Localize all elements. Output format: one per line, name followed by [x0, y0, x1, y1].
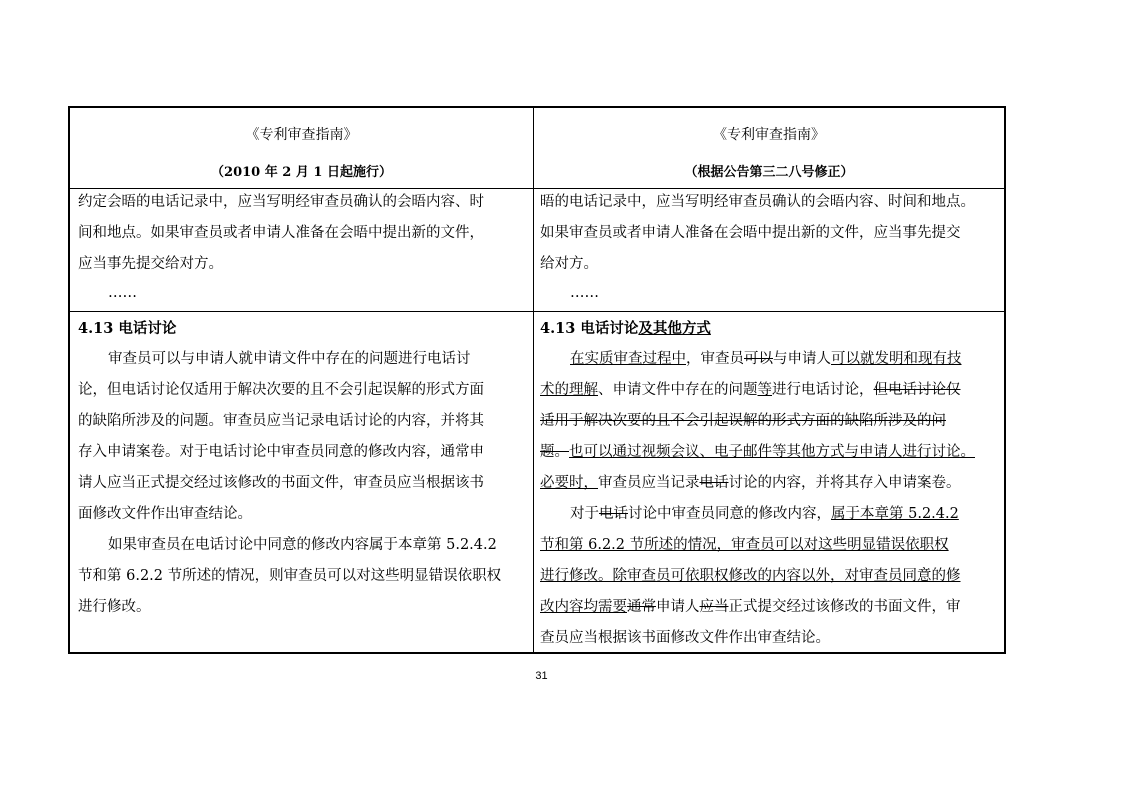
inserted-text: 等 [757, 382, 772, 398]
text-line: 论，但电话讨论仅适用于解决次要的且不会引起误解的形式方面 [78, 382, 484, 398]
inserted-text: 也可以通过视频会议、电子邮件等其他方式与申请人进行讨论。 [569, 444, 975, 460]
text-line: 如果审查员在电话讨论中同意的修改内容属于本章第 5.2.4.2 [108, 537, 497, 553]
text-line [540, 375, 1002, 406]
right-header-title: 《专利审查指南》 [713, 127, 825, 143]
text-run: 讨论的内容，并将其存入申请案卷。 [728, 475, 961, 491]
text-line: 间和地点。如果审查员或者申请人准备在会晤中提出新的文件， [78, 225, 484, 241]
inserted-text: 必要时， [540, 475, 598, 491]
left-header-title: 《专利审查指南》 [245, 127, 358, 143]
text-line: 晤的电话记录中，应当写明经审查员确认的会晤内容、时间和地点。 [540, 194, 975, 210]
row1-left-cell [78, 187, 528, 306]
text-run: 申请人 [656, 599, 700, 615]
section-heading [540, 313, 1002, 344]
comparison-table [68, 106, 1006, 654]
section-heading: 4.13 电话讨论 [78, 320, 177, 337]
inserted-text: 发明和现有技 [874, 351, 962, 367]
deleted-text: 通常 [627, 599, 656, 615]
deleted-text: 应当 [699, 599, 729, 615]
column-divider [533, 108, 534, 652]
deleted-text: 题。 [540, 444, 569, 460]
text-run: 进行电话讨论， [772, 382, 874, 398]
inserted-line: 节和第 6.2.2 节所述的情况，审查员可以对这些明显错误依职权 [540, 537, 949, 553]
row1-right-cell [540, 187, 1002, 306]
text-line: 查员应当根据该书面修改文件作出审查结论。 [540, 630, 830, 646]
text-line: 给对方。 [540, 256, 598, 272]
page-number: 31 [535, 670, 548, 682]
text-line: 审查员可以与申请人就申请文件中存在的问题进行电话讨 [108, 351, 471, 367]
heading-text: 4.13 电话讨论 [540, 320, 639, 337]
text-run: 审查员应当记录 [598, 475, 700, 491]
text-run: 讨论中审查员同意的修改内容， [628, 506, 831, 522]
row2-left-cell [78, 313, 528, 623]
inserted-text: 在实质审查过程中 [570, 351, 686, 367]
inserted-text: 属于本章第 5.2.4.2 [831, 506, 959, 522]
ellipsis: …… [570, 285, 599, 301]
inserted-text: 改内容均需要 [540, 599, 627, 615]
text-run: 对于 [570, 506, 599, 522]
text-line: 的缺陷所涉及的问题。审查员应当记录电话讨论的内容，并将其 [78, 413, 484, 429]
deleted-text: 电话 [699, 475, 729, 491]
deleted-text: 可以 [744, 351, 773, 367]
text-line [540, 499, 1002, 530]
text-line [540, 437, 1002, 468]
text-line [540, 592, 1002, 623]
text-line: 进行修改。 [78, 599, 151, 615]
inserted-text: 可以就 [831, 351, 875, 367]
right-header [534, 108, 1004, 188]
left-header-subtitle: （2010 年 2 月 1 日起施行） [211, 165, 392, 180]
inserted-text: 术的理解 [540, 382, 598, 398]
text-line [540, 344, 1002, 375]
deleted-line: 适用于解决次要的且不会引起误解的形式方面的缺陷所涉及的问 [540, 413, 946, 429]
text-line: 如果审查员或者申请人准备在会晤中提出新的文件，应当事先提交 [540, 225, 961, 241]
text-run: 、申请文件中存在的问题 [598, 382, 758, 398]
text-line: 约定会晤的电话记录中，应当写明经审查员确认的会晤内容、时 [78, 194, 484, 210]
text-line: 存入申请案卷。对于电话讨论中审查员同意的修改内容，通常申 [78, 444, 484, 460]
inserted-line: 进行修改。除审查员可依职权修改的内容以外，对审查员同意的修 [540, 568, 961, 584]
right-header-subtitle: （根据公告第三二八号修正） [684, 165, 854, 180]
ellipsis: …… [108, 285, 137, 301]
text-run: 正式提交经过该修改的书面文件，审 [728, 599, 961, 615]
text-line: 请人应当正式提交经过该修改的书面文件，审查员应当根据该书 [78, 475, 484, 491]
text-line: 应当事先提交给对方。 [78, 256, 223, 272]
text-line [540, 468, 1002, 499]
row-divider [70, 311, 1004, 312]
text-run: 与申请人 [773, 351, 831, 367]
text-run: ，审查员 [686, 351, 744, 367]
left-header [70, 108, 533, 188]
deleted-text: 但电话讨论仅 [873, 382, 961, 398]
row2-right-cell [540, 313, 1002, 654]
text-line: 面修改文件作出审查结论。 [78, 506, 252, 522]
inserted-text: 及其他方式 [638, 320, 711, 337]
deleted-text: 电话 [599, 506, 628, 522]
text-line: 节和第 6.2.2 节所述的情况，则审查员可以对这些明显错误依职权 [78, 568, 502, 584]
